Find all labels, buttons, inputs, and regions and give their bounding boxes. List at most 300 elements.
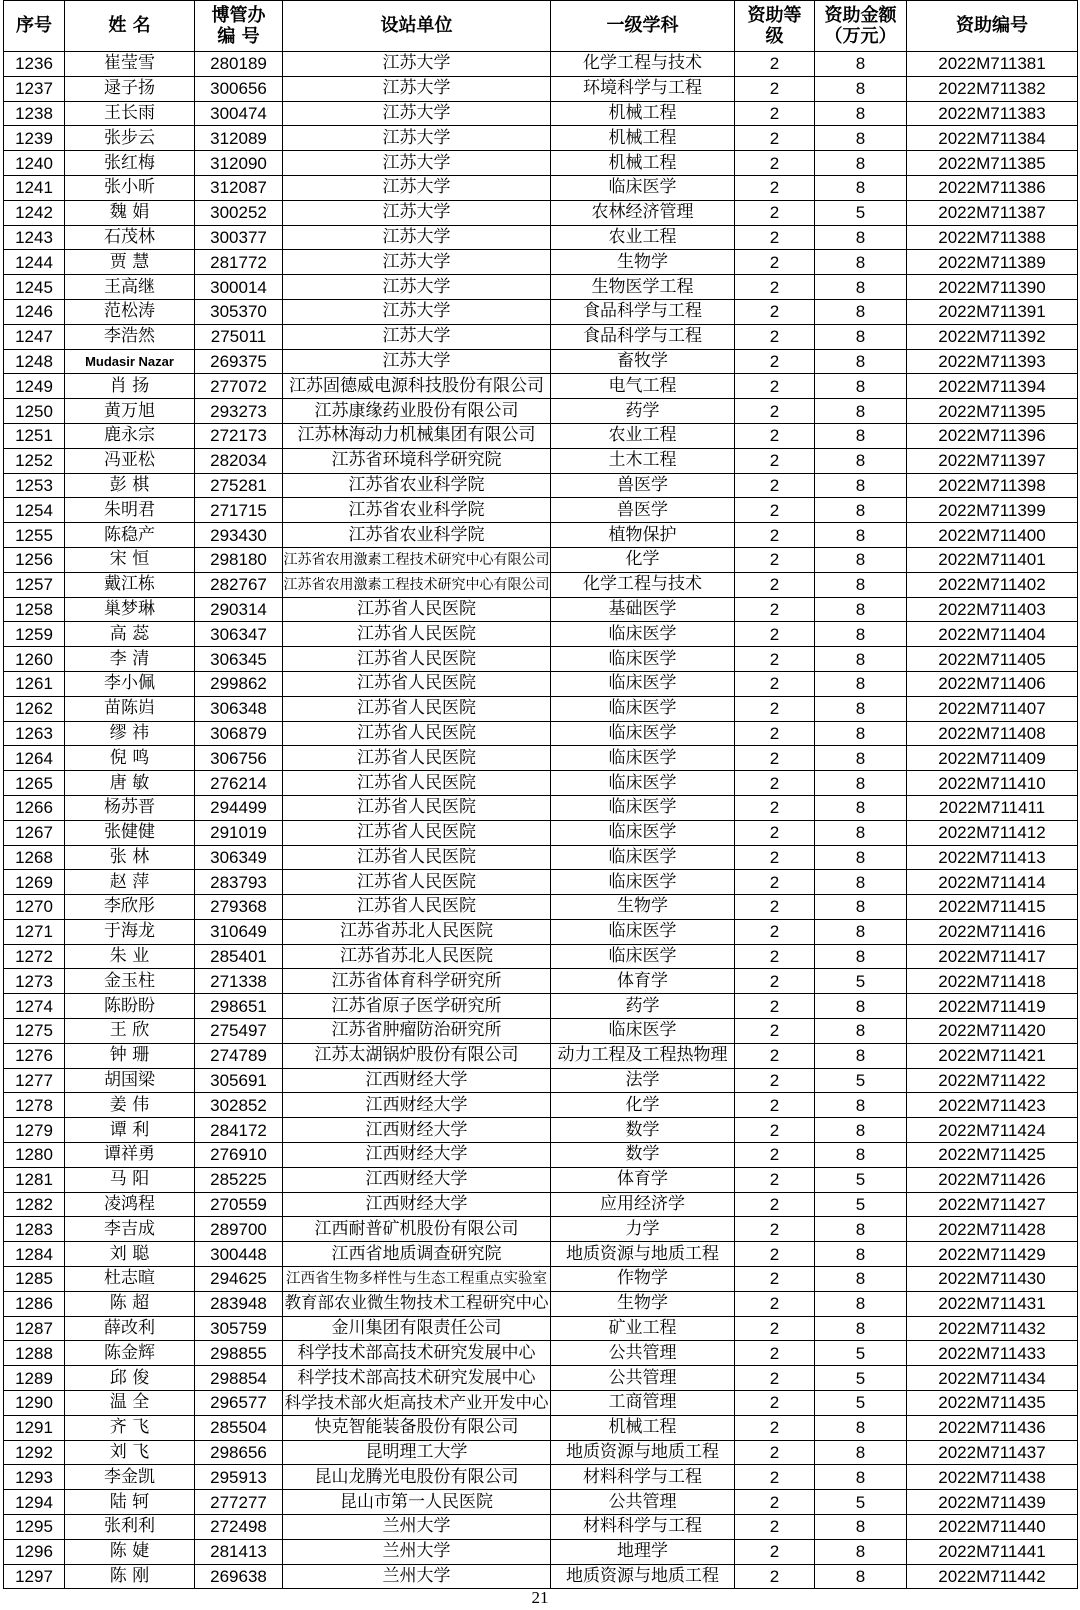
table-row bbox=[4, 399, 1078, 424]
cell-name: 张红梅 bbox=[65, 151, 195, 176]
cell-unit: 江西财经大学 bbox=[283, 1143, 551, 1168]
cell-name: 巢梦琳 bbox=[65, 597, 195, 622]
cell-name: 陈 超 bbox=[65, 1291, 195, 1316]
cell-funding-id: 2022M711420 bbox=[907, 1019, 1078, 1044]
header-amount: 资助金额 （万元） bbox=[815, 1, 907, 52]
cell-grade: 2 bbox=[735, 200, 815, 225]
cell-discipline: 体育学 bbox=[551, 969, 735, 994]
cell-unit: 江苏省苏北人民医院 bbox=[283, 944, 551, 969]
cell-amount: 8 bbox=[815, 473, 907, 498]
cell-unit: 江苏康缘药业股份有限公司 bbox=[283, 399, 551, 424]
cell-seq: 1277 bbox=[4, 1068, 65, 1093]
cell-grade: 2 bbox=[735, 374, 815, 399]
cell-grade: 2 bbox=[735, 572, 815, 597]
cell-grade: 2 bbox=[735, 1167, 815, 1192]
cell-office-id: 300377 bbox=[195, 225, 283, 250]
cell-name: 钟 珊 bbox=[65, 1043, 195, 1068]
cell-grade: 2 bbox=[735, 1564, 815, 1589]
cell-amount: 5 bbox=[815, 1192, 907, 1217]
cell-seq: 1256 bbox=[4, 547, 65, 572]
cell-amount: 8 bbox=[815, 870, 907, 895]
cell-discipline: 临床医学 bbox=[551, 944, 735, 969]
cell-seq: 1275 bbox=[4, 1019, 65, 1044]
cell-funding-id: 2022M711430 bbox=[907, 1267, 1078, 1292]
cell-amount: 8 bbox=[815, 52, 907, 77]
cell-name: 姜 伟 bbox=[65, 1093, 195, 1118]
table-row bbox=[4, 423, 1078, 448]
cell-office-id: 306347 bbox=[195, 622, 283, 647]
cell-name: 倪 鸣 bbox=[65, 746, 195, 771]
cell-seq: 1282 bbox=[4, 1192, 65, 1217]
cell-grade: 2 bbox=[735, 845, 815, 870]
cell-unit: 江苏省人民医院 bbox=[283, 845, 551, 870]
cell-funding-id: 2022M711416 bbox=[907, 919, 1078, 944]
funding-table bbox=[3, 0, 1078, 1589]
cell-office-id: 298656 bbox=[195, 1440, 283, 1465]
cell-office-id: 306756 bbox=[195, 746, 283, 771]
cell-funding-id: 2022M711417 bbox=[907, 944, 1078, 969]
cell-discipline: 临床医学 bbox=[551, 919, 735, 944]
cell-office-id: 284172 bbox=[195, 1118, 283, 1143]
cell-grade: 2 bbox=[735, 994, 815, 1019]
cell-amount: 8 bbox=[815, 771, 907, 796]
table-row bbox=[4, 1217, 1078, 1242]
cell-seq: 1249 bbox=[4, 374, 65, 399]
table-row bbox=[4, 1539, 1078, 1564]
cell-amount: 8 bbox=[815, 795, 907, 820]
cell-discipline: 农林经济管理 bbox=[551, 200, 735, 225]
table-row bbox=[4, 1440, 1078, 1465]
cell-office-id: 285504 bbox=[195, 1415, 283, 1440]
cell-name: 范松涛 bbox=[65, 299, 195, 324]
cell-grade: 2 bbox=[735, 870, 815, 895]
cell-funding-id: 2022M711393 bbox=[907, 349, 1078, 374]
cell-amount: 5 bbox=[815, 200, 907, 225]
cell-amount: 8 bbox=[815, 845, 907, 870]
header-unit: 设站单位 bbox=[283, 1, 551, 52]
cell-funding-id: 2022M711402 bbox=[907, 572, 1078, 597]
cell-office-id: 293273 bbox=[195, 399, 283, 424]
cell-grade: 2 bbox=[735, 448, 815, 473]
cell-discipline: 食品科学与工程 bbox=[551, 299, 735, 324]
cell-grade: 2 bbox=[735, 275, 815, 300]
cell-name: 陈 刚 bbox=[65, 1564, 195, 1589]
cell-discipline: 机械工程 bbox=[551, 126, 735, 151]
cell-seq: 1270 bbox=[4, 895, 65, 920]
cell-name: 宋 恒 bbox=[65, 547, 195, 572]
table-row bbox=[4, 721, 1078, 746]
cell-name: 胡国梁 bbox=[65, 1068, 195, 1093]
header-discipline: 一级学科 bbox=[551, 1, 735, 52]
cell-funding-id: 2022M711381 bbox=[907, 52, 1078, 77]
cell-amount: 8 bbox=[815, 423, 907, 448]
cell-discipline: 法学 bbox=[551, 1068, 735, 1093]
cell-office-id: 275281 bbox=[195, 473, 283, 498]
cell-unit: 江苏省农用激素工程技术研究中心有限公司 bbox=[283, 572, 551, 597]
cell-name: 缪 祎 bbox=[65, 721, 195, 746]
cell-discipline: 公共管理 bbox=[551, 1341, 735, 1366]
cell-grade: 2 bbox=[735, 225, 815, 250]
header-grade: 资助等 级 bbox=[735, 1, 815, 52]
cell-unit: 江苏省人民医院 bbox=[283, 895, 551, 920]
table-row bbox=[4, 349, 1078, 374]
cell-amount: 8 bbox=[815, 597, 907, 622]
cell-grade: 2 bbox=[735, 498, 815, 523]
table-row bbox=[4, 647, 1078, 672]
cell-name: 朱 业 bbox=[65, 944, 195, 969]
cell-unit: 江苏林海动力机械集团有限公司 bbox=[283, 423, 551, 448]
cell-office-id: 275011 bbox=[195, 324, 283, 349]
cell-amount: 8 bbox=[815, 1291, 907, 1316]
cell-name: 逯子扬 bbox=[65, 76, 195, 101]
cell-seq: 1285 bbox=[4, 1267, 65, 1292]
header-seq: 序号 bbox=[4, 1, 65, 52]
cell-funding-id: 2022M711387 bbox=[907, 200, 1078, 225]
cell-unit: 江苏大学 bbox=[283, 126, 551, 151]
cell-grade: 2 bbox=[735, 1217, 815, 1242]
cell-amount: 8 bbox=[815, 696, 907, 721]
cell-amount: 8 bbox=[815, 225, 907, 250]
cell-office-id: 300474 bbox=[195, 101, 283, 126]
table-row bbox=[4, 299, 1078, 324]
cell-grade: 2 bbox=[735, 1242, 815, 1267]
cell-funding-id: 2022M711421 bbox=[907, 1043, 1078, 1068]
cell-unit: 昆明理工大学 bbox=[283, 1440, 551, 1465]
cell-amount: 8 bbox=[815, 1539, 907, 1564]
table-row bbox=[4, 1341, 1078, 1366]
table-row bbox=[4, 1564, 1078, 1589]
cell-unit: 江西耐普矿机股份有限公司 bbox=[283, 1217, 551, 1242]
cell-unit: 江苏大学 bbox=[283, 299, 551, 324]
cell-office-id: 300656 bbox=[195, 76, 283, 101]
table-row bbox=[4, 250, 1078, 275]
cell-seq: 1290 bbox=[4, 1391, 65, 1416]
cell-seq: 1253 bbox=[4, 473, 65, 498]
cell-funding-id: 2022M711410 bbox=[907, 771, 1078, 796]
cell-unit: 江苏大学 bbox=[283, 200, 551, 225]
cell-discipline: 基础医学 bbox=[551, 597, 735, 622]
cell-discipline: 矿业工程 bbox=[551, 1316, 735, 1341]
cell-office-id: 291019 bbox=[195, 820, 283, 845]
cell-funding-id: 2022M711412 bbox=[907, 820, 1078, 845]
cell-unit: 江苏省体育科学研究所 bbox=[283, 969, 551, 994]
cell-grade: 2 bbox=[735, 696, 815, 721]
cell-office-id: 305370 bbox=[195, 299, 283, 324]
cell-discipline: 材料科学与工程 bbox=[551, 1515, 735, 1540]
cell-funding-id: 2022M711392 bbox=[907, 324, 1078, 349]
table-row bbox=[4, 919, 1078, 944]
cell-amount: 8 bbox=[815, 250, 907, 275]
cell-unit: 兰州大学 bbox=[283, 1539, 551, 1564]
cell-name: 高 蕊 bbox=[65, 622, 195, 647]
cell-office-id: 300252 bbox=[195, 200, 283, 225]
cell-grade: 2 bbox=[735, 1366, 815, 1391]
cell-discipline: 化学 bbox=[551, 547, 735, 572]
cell-funding-id: 2022M711426 bbox=[907, 1167, 1078, 1192]
cell-seq: 1261 bbox=[4, 671, 65, 696]
cell-grade: 2 bbox=[735, 399, 815, 424]
cell-funding-id: 2022M711439 bbox=[907, 1490, 1078, 1515]
cell-office-id: 306348 bbox=[195, 696, 283, 721]
cell-seq: 1259 bbox=[4, 622, 65, 647]
cell-seq: 1292 bbox=[4, 1440, 65, 1465]
cell-funding-id: 2022M711427 bbox=[907, 1192, 1078, 1217]
cell-unit: 江苏大学 bbox=[283, 52, 551, 77]
cell-funding-id: 2022M711434 bbox=[907, 1366, 1078, 1391]
cell-funding-id: 2022M711428 bbox=[907, 1217, 1078, 1242]
cell-name: 唐 敏 bbox=[65, 771, 195, 796]
cell-name: 张小昕 bbox=[65, 175, 195, 200]
cell-amount: 5 bbox=[815, 1167, 907, 1192]
cell-amount: 8 bbox=[815, 1564, 907, 1589]
cell-name: 邱 俊 bbox=[65, 1366, 195, 1391]
cell-seq: 1247 bbox=[4, 324, 65, 349]
cell-seq: 1242 bbox=[4, 200, 65, 225]
cell-funding-id: 2022M711411 bbox=[907, 795, 1078, 820]
cell-funding-id: 2022M711382 bbox=[907, 76, 1078, 101]
cell-office-id: 272173 bbox=[195, 423, 283, 448]
cell-funding-id: 2022M711413 bbox=[907, 845, 1078, 870]
cell-seq: 1280 bbox=[4, 1143, 65, 1168]
cell-grade: 2 bbox=[735, 523, 815, 548]
cell-discipline: 公共管理 bbox=[551, 1490, 735, 1515]
cell-unit: 江苏大学 bbox=[283, 250, 551, 275]
cell-discipline: 临床医学 bbox=[551, 1019, 735, 1044]
table-row bbox=[4, 969, 1078, 994]
cell-funding-id: 2022M711385 bbox=[907, 151, 1078, 176]
table-row bbox=[4, 671, 1078, 696]
cell-name: 鹿永宗 bbox=[65, 423, 195, 448]
cell-grade: 2 bbox=[735, 76, 815, 101]
cell-funding-id: 2022M711397 bbox=[907, 448, 1078, 473]
cell-unit: 江苏省苏北人民医院 bbox=[283, 919, 551, 944]
cell-unit: 江苏省人民医院 bbox=[283, 721, 551, 746]
cell-office-id: 270559 bbox=[195, 1192, 283, 1217]
cell-grade: 2 bbox=[735, 944, 815, 969]
cell-funding-id: 2022M711404 bbox=[907, 622, 1078, 647]
table-row bbox=[4, 1192, 1078, 1217]
cell-office-id: 269375 bbox=[195, 349, 283, 374]
cell-amount: 8 bbox=[815, 547, 907, 572]
cell-name: 贾 慧 bbox=[65, 250, 195, 275]
cell-office-id: 296577 bbox=[195, 1391, 283, 1416]
cell-unit: 江苏省农业科学院 bbox=[283, 473, 551, 498]
cell-office-id: 306349 bbox=[195, 845, 283, 870]
cell-grade: 2 bbox=[735, 597, 815, 622]
table-row bbox=[4, 1490, 1078, 1515]
table-row bbox=[4, 1167, 1078, 1192]
cell-discipline: 地质资源与地质工程 bbox=[551, 1242, 735, 1267]
cell-office-id: 276910 bbox=[195, 1143, 283, 1168]
cell-amount: 8 bbox=[815, 820, 907, 845]
cell-name: 杨苏晋 bbox=[65, 795, 195, 820]
cell-office-id: 282767 bbox=[195, 572, 283, 597]
cell-grade: 2 bbox=[735, 473, 815, 498]
table-row bbox=[4, 795, 1078, 820]
cell-name: 张步云 bbox=[65, 126, 195, 151]
cell-office-id: 298855 bbox=[195, 1341, 283, 1366]
table-row bbox=[4, 895, 1078, 920]
cell-name: 刘 聪 bbox=[65, 1242, 195, 1267]
cell-funding-id: 2022M711403 bbox=[907, 597, 1078, 622]
table-row bbox=[4, 1068, 1078, 1093]
cell-name: 刘 飞 bbox=[65, 1440, 195, 1465]
cell-unit: 江西财经大学 bbox=[283, 1192, 551, 1217]
cell-name: 戴江栋 bbox=[65, 572, 195, 597]
cell-name: 苗陈岿 bbox=[65, 696, 195, 721]
table-row bbox=[4, 994, 1078, 1019]
header-funding-id: 资助编号 bbox=[907, 1, 1078, 52]
cell-funding-id: 2022M711422 bbox=[907, 1068, 1078, 1093]
cell-seq: 1278 bbox=[4, 1093, 65, 1118]
cell-grade: 2 bbox=[735, 1291, 815, 1316]
cell-unit: 兰州大学 bbox=[283, 1515, 551, 1540]
cell-unit: 江苏大学 bbox=[283, 225, 551, 250]
cell-unit: 金川集团有限责任公司 bbox=[283, 1316, 551, 1341]
header-office-id: 博管办 编 号 bbox=[195, 1, 283, 52]
cell-discipline: 电气工程 bbox=[551, 374, 735, 399]
cell-funding-id: 2022M711389 bbox=[907, 250, 1078, 275]
table-row bbox=[4, 820, 1078, 845]
cell-seq: 1241 bbox=[4, 175, 65, 200]
cell-name: 崔莹雪 bbox=[65, 52, 195, 77]
table-row bbox=[4, 1143, 1078, 1168]
table-row bbox=[4, 275, 1078, 300]
cell-amount: 8 bbox=[815, 647, 907, 672]
table-row bbox=[4, 151, 1078, 176]
cell-name: 于海龙 bbox=[65, 919, 195, 944]
cell-funding-id: 2022M711433 bbox=[907, 1341, 1078, 1366]
cell-funding-id: 2022M711396 bbox=[907, 423, 1078, 448]
cell-unit: 江苏大学 bbox=[283, 76, 551, 101]
cell-unit: 昆山市第一人民医院 bbox=[283, 1490, 551, 1515]
cell-funding-id: 2022M711401 bbox=[907, 547, 1078, 572]
cell-unit: 江西省地质调查研究院 bbox=[283, 1242, 551, 1267]
cell-seq: 1255 bbox=[4, 523, 65, 548]
cell-discipline: 临床医学 bbox=[551, 771, 735, 796]
cell-seq: 1281 bbox=[4, 1167, 65, 1192]
table-row bbox=[4, 1019, 1078, 1044]
cell-unit: 科学技术部高技术研究发展中心 bbox=[283, 1366, 551, 1391]
cell-discipline: 体育学 bbox=[551, 1167, 735, 1192]
cell-amount: 8 bbox=[815, 448, 907, 473]
table-row bbox=[4, 1316, 1078, 1341]
header-row bbox=[4, 1, 1078, 52]
cell-unit: 昆山龙腾光电股份有限公司 bbox=[283, 1465, 551, 1490]
cell-unit: 江苏省人民医院 bbox=[283, 870, 551, 895]
cell-funding-id: 2022M711418 bbox=[907, 969, 1078, 994]
header-name: 姓 名 bbox=[65, 1, 195, 52]
table-row bbox=[4, 572, 1078, 597]
cell-amount: 5 bbox=[815, 1490, 907, 1515]
cell-amount: 8 bbox=[815, 895, 907, 920]
cell-office-id: 298854 bbox=[195, 1366, 283, 1391]
cell-discipline: 农业工程 bbox=[551, 423, 735, 448]
cell-name: 王长雨 bbox=[65, 101, 195, 126]
cell-discipline: 畜牧学 bbox=[551, 349, 735, 374]
cell-grade: 2 bbox=[735, 1440, 815, 1465]
cell-office-id: 271715 bbox=[195, 498, 283, 523]
cell-amount: 8 bbox=[815, 399, 907, 424]
cell-amount: 8 bbox=[815, 671, 907, 696]
cell-name: 王 欣 bbox=[65, 1019, 195, 1044]
cell-discipline: 兽医学 bbox=[551, 498, 735, 523]
cell-discipline: 生物医学工程 bbox=[551, 275, 735, 300]
cell-seq: 1246 bbox=[4, 299, 65, 324]
cell-discipline: 化学 bbox=[551, 1093, 735, 1118]
cell-discipline: 数学 bbox=[551, 1118, 735, 1143]
table-row bbox=[4, 845, 1078, 870]
cell-discipline: 化学工程与技术 bbox=[551, 52, 735, 77]
cell-discipline: 临床医学 bbox=[551, 647, 735, 672]
cell-unit: 江苏大学 bbox=[283, 275, 551, 300]
cell-amount: 5 bbox=[815, 1341, 907, 1366]
cell-seq: 1264 bbox=[4, 746, 65, 771]
cell-discipline: 材料科学与工程 bbox=[551, 1465, 735, 1490]
cell-discipline: 临床医学 bbox=[551, 721, 735, 746]
cell-discipline: 化学工程与技术 bbox=[551, 572, 735, 597]
cell-grade: 2 bbox=[735, 1043, 815, 1068]
cell-unit: 江苏省人民医院 bbox=[283, 746, 551, 771]
cell-amount: 8 bbox=[815, 275, 907, 300]
cell-funding-id: 2022M711406 bbox=[907, 671, 1078, 696]
cell-seq: 1243 bbox=[4, 225, 65, 250]
cell-amount: 8 bbox=[815, 374, 907, 399]
cell-unit: 江西省生物多样性与生态工程重点实验室 bbox=[283, 1267, 551, 1292]
cell-funding-id: 2022M711388 bbox=[907, 225, 1078, 250]
cell-discipline: 土木工程 bbox=[551, 448, 735, 473]
cell-name: 李 清 bbox=[65, 647, 195, 672]
cell-discipline: 临床医学 bbox=[551, 671, 735, 696]
cell-name: 李小佩 bbox=[65, 671, 195, 696]
cell-office-id: 282034 bbox=[195, 448, 283, 473]
cell-discipline: 机械工程 bbox=[551, 1415, 735, 1440]
cell-office-id: 277277 bbox=[195, 1490, 283, 1515]
cell-funding-id: 2022M711407 bbox=[907, 696, 1078, 721]
cell-office-id: 310649 bbox=[195, 919, 283, 944]
cell-grade: 2 bbox=[735, 1391, 815, 1416]
cell-unit: 江西财经大学 bbox=[283, 1068, 551, 1093]
cell-grade: 2 bbox=[735, 126, 815, 151]
table-row bbox=[4, 1291, 1078, 1316]
cell-amount: 8 bbox=[815, 572, 907, 597]
cell-seq: 1283 bbox=[4, 1217, 65, 1242]
cell-discipline: 力学 bbox=[551, 1217, 735, 1242]
table-row bbox=[4, 1093, 1078, 1118]
cell-amount: 8 bbox=[815, 349, 907, 374]
cell-grade: 2 bbox=[735, 1490, 815, 1515]
cell-office-id: 274789 bbox=[195, 1043, 283, 1068]
cell-unit: 江苏省农用激素工程技术研究中心有限公司 bbox=[283, 547, 551, 572]
cell-office-id: 281772 bbox=[195, 250, 283, 275]
cell-unit: 科学技术部火炬高技术产业开发中心 bbox=[283, 1391, 551, 1416]
cell-discipline: 数学 bbox=[551, 1143, 735, 1168]
cell-unit: 江苏大学 bbox=[283, 175, 551, 200]
cell-name: 李金凯 bbox=[65, 1465, 195, 1490]
cell-grade: 2 bbox=[735, 1093, 815, 1118]
cell-office-id: 294625 bbox=[195, 1267, 283, 1292]
cell-amount: 8 bbox=[815, 1043, 907, 1068]
cell-seq: 1240 bbox=[4, 151, 65, 176]
cell-grade: 2 bbox=[735, 151, 815, 176]
cell-unit: 江苏省环境科学研究院 bbox=[283, 448, 551, 473]
cell-funding-id: 2022M711437 bbox=[907, 1440, 1078, 1465]
cell-unit: 江苏太湖锅炉股份有限公司 bbox=[283, 1043, 551, 1068]
cell-seq: 1260 bbox=[4, 647, 65, 672]
cell-name: 杜志暄 bbox=[65, 1267, 195, 1292]
table-row bbox=[4, 771, 1078, 796]
cell-grade: 2 bbox=[735, 1143, 815, 1168]
